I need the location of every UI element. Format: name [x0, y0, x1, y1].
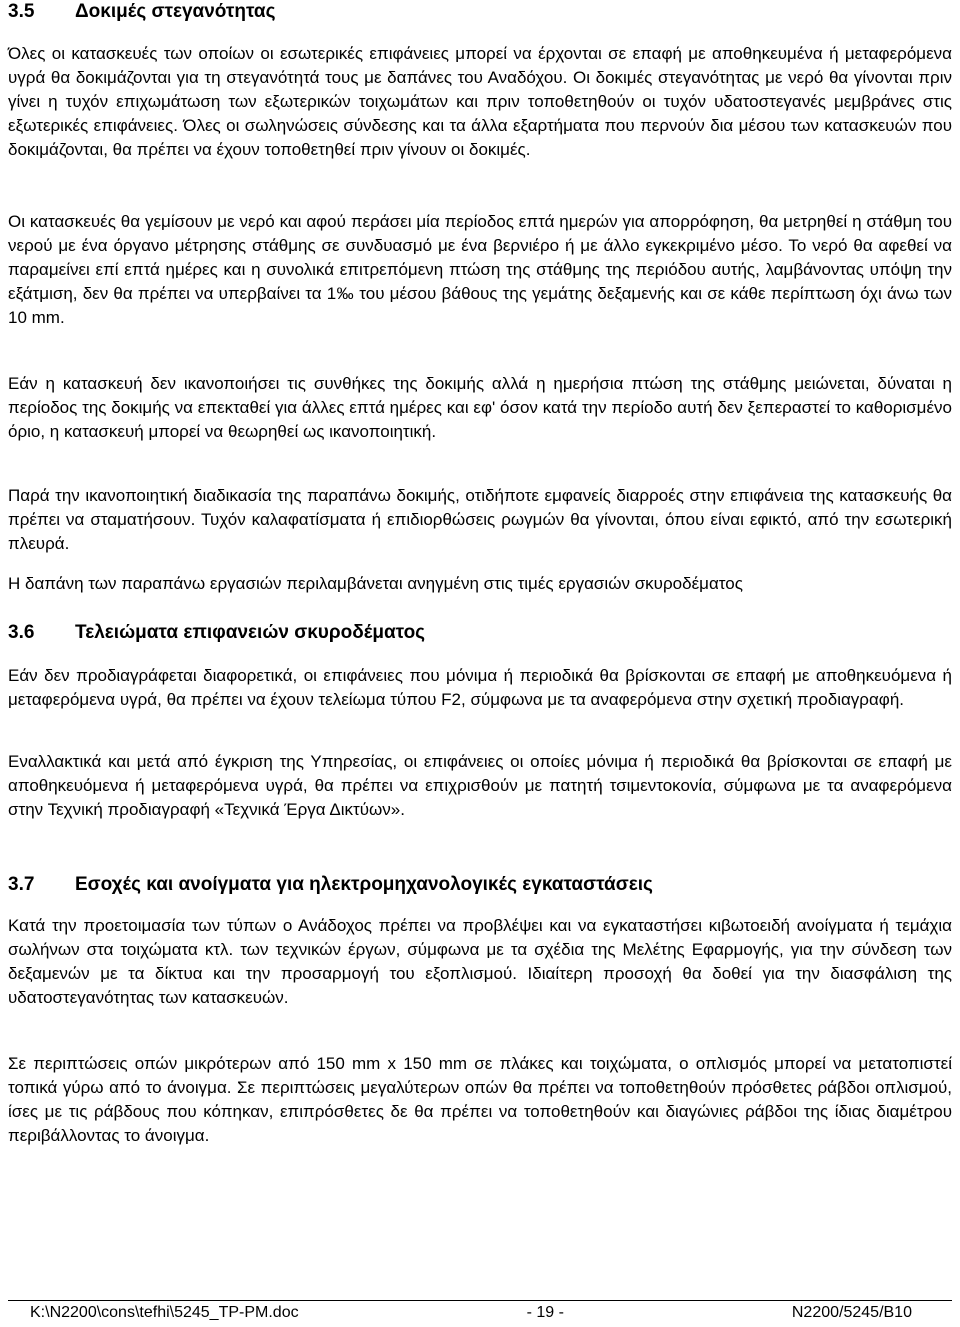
section-number: 3.7: [8, 874, 35, 895]
paragraph: Εάν η κατασκευή δεν ικανοποιήσει τις συνθήκες της δοκιμής αλλά η ημερήσια πτώση της στάθμης μειώνεται, δύναται η περίοδος της δοκιμής να επεκταθεί για άλλες επτά ημέρες και εφ' όσον κατά την περίοδο αυτή δεν ξεπεραστεί το καθορισμένο όριο, η κατασκευή μπορεί να θεωρηθεί ως ικανοποιητική.: [8, 374, 952, 441]
page-footer: [8, 1300, 952, 1323]
footer-page-number: - 19 -: [526, 1304, 564, 1321]
paragraph: Η δαπάνη των παραπάνω εργασιών περιλαμβάνεται ανηγμένη στις τιμές εργασιών σκυροδέματος: [8, 574, 743, 593]
section-title: Δοκιμές στεγανότητας: [75, 1, 276, 22]
section-number: 3.6: [8, 622, 35, 643]
paragraph: Σε περιπτώσεις οπών μικρότερων από 150 mm x 150 mm σε πλάκες και τοιχώματα, ο οπλισμός μπορεί να μετατοπιστεί τοπικά γύρω από το άνοιγμα. Σε περιπτώσεις μεγαλύτερων οπών θα πρέπει να τοποθετηθούν πρόσθετες ράβδοι οπλισμού, ίσες με τις ράβδους που κόπηκαν, επιπρόσθετες δε θα πρέπει να τοποθετηθούν και διαγώνιες ράβδοι της ίδιας διαμέτρου περιβάλλοντας το άνοιγμα.: [8, 1054, 952, 1145]
section-heading-3-5: [8, 0, 275, 24]
paragraph: Οι κατασκευές θα γεμίσουν με νερό και αφού περάσει μία περίοδος επτά ημερών για απορρόφηση, θα μετρηθεί η στάθμη του νερού με ένα όργανο μέτρησης στάθμης σε συνδυασμό με ένα βερνιέρο ή με άλλο εγκεκριμένο μέσο. Το νερό θα αφεθεί να παραμείνει επί επτά ημέρες και η συνολικά επιτρεπόμενη πτώση της στάθμης της περιόδου αυτής, λαμβάνοντας υπόψη την εξάτμιση, δεν θα πρέπει να υπερβαίνει τα 1‰ του μέσου βάθους της γεμάτης δεξαμενής και σε κάθε περίπτωση όχι άνω των 10 mm.: [8, 212, 952, 327]
paragraph: Παρά την ικανοποιητική διαδικασία της παραπάνω δοκιμής, οτιδήποτε εμφανείς διαρροές στην επιφάνεια της κατασκευής θα πρέπει να σταματήσουν. Τυχόν καλαφατίσματα ή επιδιορθώσεις ρωγμών θα γίνονται, όπου είναι εφικτό, από την εσωτερική πλευρά.: [8, 486, 952, 553]
footer-reference: N2200/5245/B10: [791, 1304, 912, 1321]
paragraph: Όλες οι κατασκευές των οποίων οι εσωτερικές επιφάνειες μπορεί να έρχονται σε επαφή με αποθηκευμένα ή μεταφερόμενα υγρά θα δοκιμάζονται για τη στεγανότητά τους με δαπάνες του Αναδόχου. Οι δοκιμές στεγανότητας με νερό θα γίνονται πριν γίνει η τυχόν επιχωμάτωση των εξωτερικών τοιχωμάτων και πριν τοποθετηθούν οι τυχόν υδατοστεγανές μεμβράνες στις εξωτερικές επιφάνειες. Όλες οι σωληνώσεις σύνδεσης και τα άλλα εξαρτήματα που περνούν δια μέσου των κατασκευών που δοκιμάζονται, θα πρέπει να έχουν τοποθετηθεί πριν γίνουν οι δοκιμές.: [8, 44, 952, 159]
section-title: Εσοχές και ανοίγματα για ηλεκτρομηχανολογικές εγκαταστάσεις: [75, 874, 653, 895]
section-heading-3-6: [8, 621, 425, 645]
paragraph: Κατά την προετοιμασία των τύπων ο Ανάδοχος πρέπει να προβλέψει και να εγκαταστήσει κιβωτοειδή ανοίγματα ή τεμάχια σωλήνων στα τοιχώματα κτλ. των τεχνικών έργων, σύμφωνα με τα σχέδια της Μελέτης Εφαρμογής, για την σύνδεση των δεξαμενών με τα δίκτυα και την προσαρμογή του εξοπλισμού. Ιδιαίτερη προσοχή θα δοθεί για την διασφάλιση της υδατοστεγανότητας των κατασκευών.: [8, 916, 952, 1007]
paragraph: Εναλλακτικά και μετά από έγκριση της Υπηρεσίας, οι επιφάνειες οι οποίες μόνιμα ή περιοδικά θα βρίσκονται σε επαφή με αποθηκευόμενα ή μεταφερόμενα υγρά, θα πρέπει να επιχρισθούν με πατητή τσιμεντοκονία, σύμφωνα με τα αναφερόμενα στην Τεχνική προδιαγραφή «Τεχνικά Έργα Δικτύων».: [8, 752, 952, 819]
section-title: Τελειώματα επιφανειών σκυροδέματος: [75, 622, 426, 643]
section-heading-3-7: [8, 873, 653, 897]
paragraph: Εάν δεν προδιαγράφεται διαφορετικά, οι επιφάνειες που μόνιμα ή περιοδικά θα βρίσκονται σε επαφή με αποθηκευόμενα ή μεταφερόμενα υγρά, θα πρέπει να έχουν τελείωμα τύπου F2, σύμφωνα με τα αναφερόμενα στην σχετική προδιαγραφή.: [8, 666, 952, 709]
section-number: 3.5: [8, 1, 35, 22]
footer-file-path: K:\N2200\cons\tefhi\5245_TP-PM.doc: [30, 1304, 299, 1321]
